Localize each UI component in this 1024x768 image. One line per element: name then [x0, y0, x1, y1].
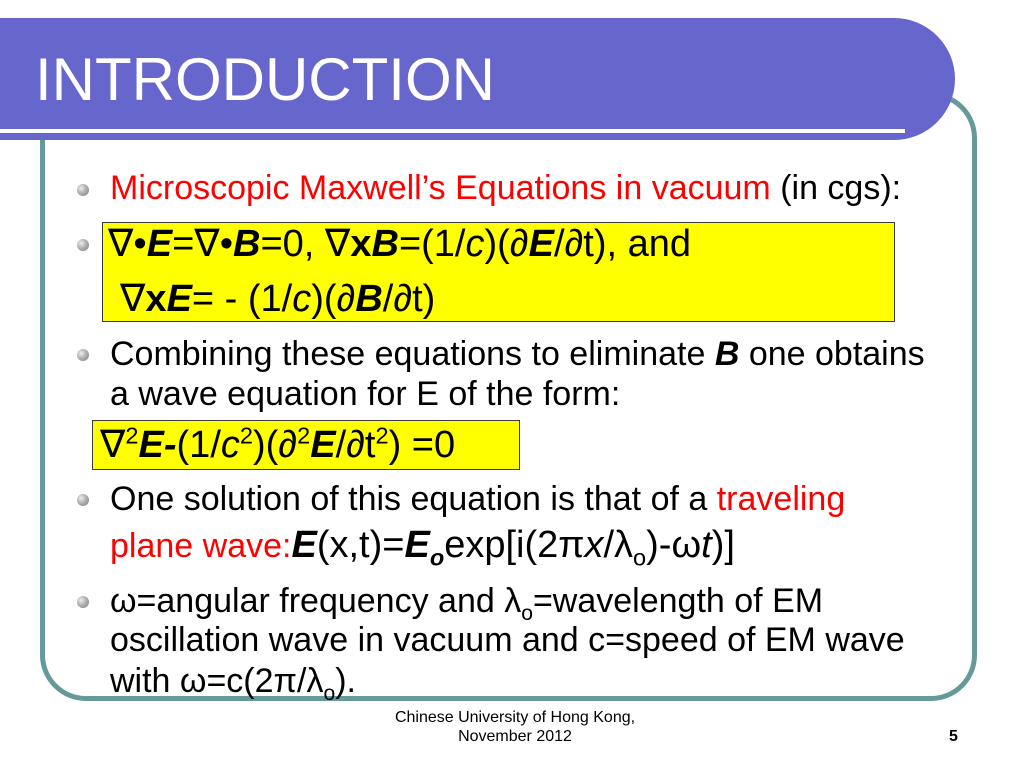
vector-field-symbol: E [310, 424, 336, 466]
vector-field-symbol: E [166, 278, 192, 320]
highlighted-phrase: Microscopic Maxwell’s Equations in vacuum [110, 169, 771, 207]
equation-text: /∂t [335, 424, 376, 466]
body-text: one obtains [739, 335, 925, 373]
body-text: =wavelength of EM [532, 582, 824, 620]
equation-text: ∇ [120, 278, 146, 320]
equation-line-curl-e [120, 277, 435, 321]
subscript-index: o [521, 601, 533, 625]
bullet-icon [77, 596, 89, 608]
vector-field-symbol: B [355, 278, 383, 320]
plane-wave-expression [291, 524, 735, 571]
equation-text: (1/ [176, 424, 221, 466]
equation-text: )(∂ [311, 278, 356, 320]
superscript-exponent: 2 [239, 422, 253, 449]
vector-field-symbol: B [233, 223, 261, 265]
equation-text: /∂t) [382, 278, 436, 320]
body-text: ω=angular frequency and λ [110, 582, 522, 620]
body-text: with ω=c(2π/λ [110, 662, 324, 700]
title-divider [0, 129, 905, 133]
equation-text: exp[i(2π [444, 524, 585, 566]
highlighted-phrase: plane wave: [110, 527, 292, 565]
equation-text: )-ω [646, 524, 702, 566]
footer-organization: Chinese University of Hong Kong, [394, 709, 636, 726]
equation-text: =∇• [172, 223, 234, 265]
equation-text: )(∂ [253, 424, 298, 466]
equation-text: = - (1/ [191, 278, 293, 320]
bullet-solution-line-2 [110, 523, 735, 571]
vector-field-symbol: E [404, 524, 430, 566]
equation-text: /λ [603, 524, 634, 566]
wave-equation [100, 423, 455, 467]
equation-text: /∂t), and [553, 223, 692, 265]
bullet-icon [77, 494, 89, 506]
vector-field-symbol: E- [138, 424, 177, 466]
body-text: One solution of this equation is that of a [110, 480, 717, 518]
position-variable: x [584, 524, 604, 566]
slide-number: 5 [949, 728, 958, 745]
vector-field-symbol: B [714, 335, 740, 373]
body-text: ). [335, 662, 356, 700]
equation-text: )(∂ [484, 223, 529, 265]
bullet-solution-line-1 [110, 479, 845, 519]
bullet-icon [77, 349, 89, 361]
equation-text: ∇ [100, 424, 126, 466]
speed-of-light-symbol: c [292, 278, 312, 320]
bullet-combining-line-1 [110, 334, 925, 374]
subscript-index: o [429, 544, 445, 571]
superscript-exponent: 2 [297, 422, 311, 449]
equation-text: =0, ∇ [260, 223, 351, 265]
equation-text: =(1/ [398, 223, 466, 265]
time-variable: t [701, 524, 712, 566]
bullet-definitions-line-1 [110, 581, 824, 625]
bullet-icon [77, 184, 89, 196]
slide-title: INTRODUCTION [35, 46, 495, 113]
vector-field-symbol: B [371, 223, 399, 265]
equation-text: )] [711, 524, 735, 566]
subscript-index: o [633, 544, 647, 571]
vector-field-symbol: E [146, 223, 173, 265]
equation-text: ) =0 [388, 424, 456, 466]
bullet-combining-line-2: a wave equation for E of the form: [110, 375, 621, 413]
superscript-exponent: 2 [375, 422, 389, 449]
cross-operator: x [145, 278, 167, 320]
equation-text: ∇• [108, 223, 147, 265]
body-text: Combining these equations to eliminate [110, 335, 715, 373]
speed-of-light-symbol: c [220, 424, 240, 466]
subscript-index: o [323, 681, 336, 705]
slide-footer [315, 708, 715, 746]
bullet-icon [77, 239, 89, 251]
highlighted-phrase: traveling [716, 480, 846, 518]
body-text: (in cgs): [770, 169, 902, 207]
bullet-maxwell-heading [110, 168, 901, 208]
cross-operator: x [350, 223, 372, 265]
speed-of-light-symbol: c [465, 223, 485, 265]
vector-field-symbol: E [528, 223, 554, 265]
equation-text: (x,t)= [316, 524, 405, 566]
footer-date: November 2012 [458, 728, 572, 745]
vector-field-symbol: E [291, 524, 317, 566]
bullet-definitions-line-2: oscillation wave in vacuum and c=speed of EM wave [110, 621, 905, 659]
bullet-definitions-line-3 [110, 661, 356, 705]
superscript-exponent: 2 [125, 422, 139, 449]
equation-line-divergence-and-curl-b [108, 222, 691, 266]
